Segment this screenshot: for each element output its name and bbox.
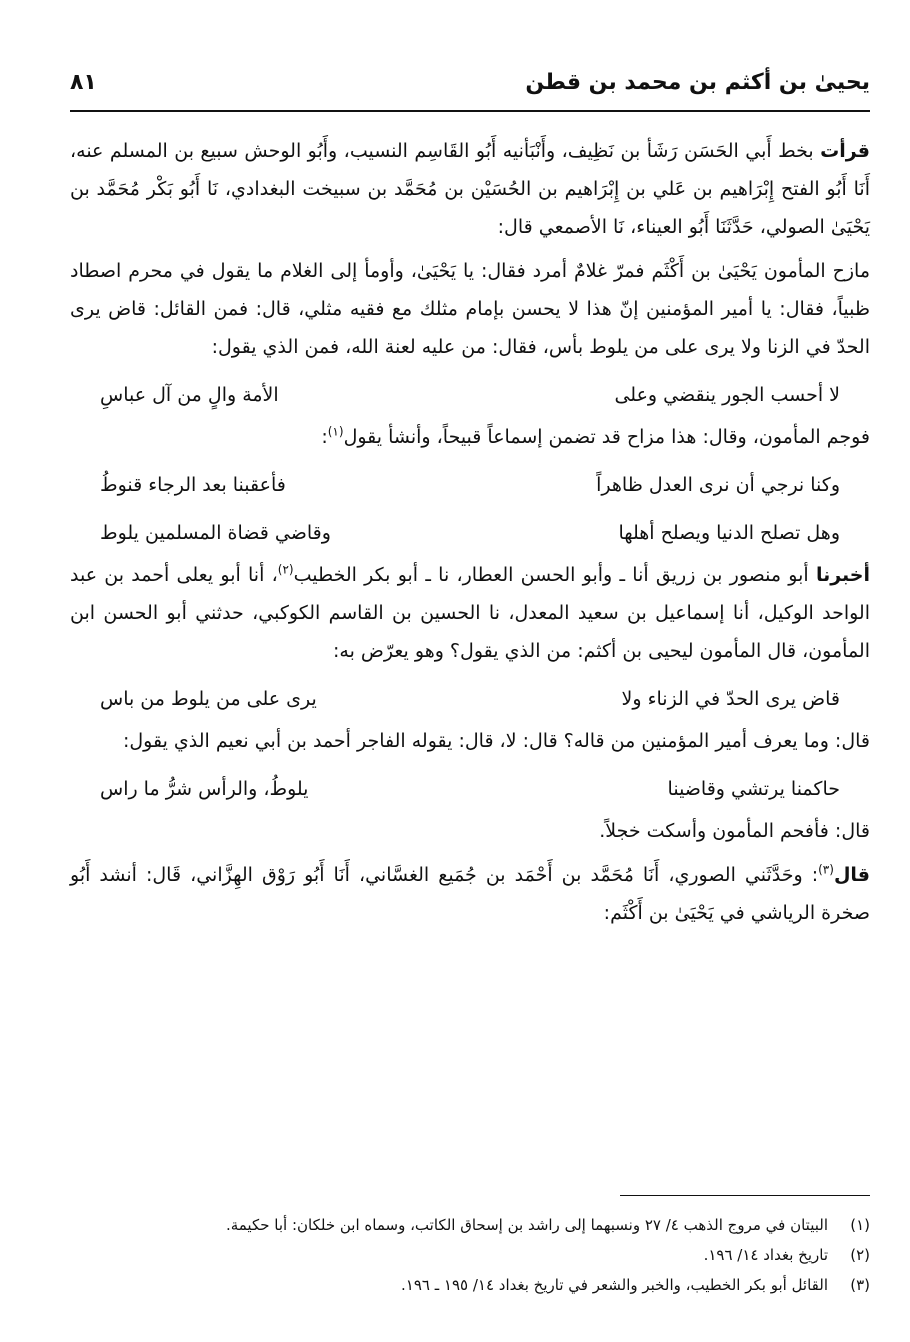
- footnote-number: (٣): [850, 1276, 870, 1294]
- footnote-text: تاريخ بغداد ١٤/ ١٩٦.: [703, 1246, 828, 1264]
- verse-hemistich-2: الأمة والٍ من آل عباسِ: [100, 384, 279, 406]
- book-page: [70, 60, 870, 1300]
- main-text: [70, 132, 870, 932]
- paragraph-text: فوجم المأمون، وقال: هذا مزاح قد تضمن إسماعاً قبيحاً، وأنشأ يقول: [343, 426, 870, 448]
- verse-hemistich-1: وكنا نرجي أن نرى العدل ظاهراً: [596, 474, 840, 496]
- footnote-2: [70, 1240, 870, 1270]
- footnote-number: (١): [850, 1216, 870, 1234]
- keyword: أخبرنا: [815, 564, 871, 586]
- paragraph-7: [70, 856, 870, 932]
- paragraph-5: قال: وما يعرف أمير المؤمنين من قاله؟ قال: لا، قال: يقوله الفاجر أحمد بن أبي نعيم الذي يقول:: [122, 730, 870, 752]
- verse-5: [100, 770, 840, 808]
- footnote-text: البيتان في مروج الذهب ٤/ ٢٧ ونسبهما إلى راشد بن إسحاق الكاتب، وسماه ابن خلكان: أبا حكيمة.: [225, 1216, 828, 1234]
- footnote-divider: [620, 1195, 870, 1196]
- running-title: يحيىٰ بن أكثم بن محمد بن قطن: [525, 70, 870, 95]
- paragraph-text: :: [321, 426, 328, 448]
- footnote-text: القائل أبو بكر الخطيب، والخبر والشعر في تاريخ بغداد ١٤/ ١٩٥ ـ ١٩٦.: [401, 1276, 828, 1294]
- keyword: قال: [833, 864, 870, 886]
- verse-2: [100, 466, 840, 504]
- footnote-1: [70, 1210, 870, 1240]
- verse-hemistich-2: يرى على من يلوط من باس: [100, 688, 317, 710]
- verse-3: [100, 514, 840, 552]
- verse-hemistich-2: وقاضي قضاة المسلمين يلوط: [100, 522, 331, 544]
- page-header: [70, 60, 870, 112]
- verse-hemistich-2: فأعقبنا بعد الرجاء قنوطُ: [100, 474, 286, 496]
- footnote-3: [70, 1270, 870, 1300]
- footnotes: [70, 1195, 870, 1300]
- paragraph-6: قال: فأفحم المأمون وأسكت خجلاً.: [599, 820, 870, 842]
- verse-4: [100, 680, 840, 718]
- paragraph-text: بخط أَبي الحَسَن رَشَأ بن نَظِيف، وأَنْبَأنيه أَبُو القَاسِم النسيب، وأَبُو الوحش سبيع بن المسلم عنه، أَنَا أَبُو الفتح إِبْرَاهيم بن عَلي بن إِبْرَاهيم بن الحُسَيْن بن مُحَمَّد بن سبيخت البغدادي، نَا أَبُو بَكْر مُحَمَّد بن يَحْيَىٰ الصولي، حَدَّثَنَا أَبُو العيناء، نَا الأصمعي قال:: [70, 140, 870, 238]
- verse-hemistich-1: قاض يرى الحدّ في الزناء ولا: [621, 688, 840, 710]
- paragraph-4: [70, 556, 870, 670]
- footnote-ref-1[interactable]: (١): [327, 424, 344, 439]
- verse-hemistich-1: لا أحسب الجور ينقضي وعلى: [614, 384, 840, 406]
- paragraph-3: [70, 418, 870, 456]
- paragraph-text: : وحَدَّثَني الصوري، أَنَا مُحَمَّد بن أَحْمَد بن جُمَيع الغسَّاني، أَنَا أَبُو رَوْق الهِزَّاني، قَال: أنشد أَبُو صخرة الرياشي في يَحْيَىٰ بن أَكْثَم:: [70, 864, 870, 924]
- footnote-number: (٢): [850, 1246, 870, 1264]
- paragraph-1: [70, 132, 870, 246]
- verse-1: [100, 376, 840, 414]
- paragraph-text: ، أنا أبو يعلى أحمد بن عبد الواحد الوكيل، أنا إسماعيل بن سعيد المعدل، نا الحسين بن القاسم الكوكبي، حدثني أبو الحسن ابن المأمون، قال المأمون ليحيى بن أكثم: من الذي يقول؟ وهو يعرّض به:: [70, 564, 870, 662]
- verse-hemistich-1: وهل تصلح الدنيا ويصلح أهلها: [618, 522, 840, 544]
- paragraph-text: أبو منصور بن زريق أنا ـ وأبو الحسن العطار، نا ـ أبو بكر الخطيب: [293, 564, 816, 586]
- footnote-ref-2[interactable]: (٢): [277, 562, 294, 577]
- page-number: ٨١: [70, 70, 97, 95]
- verse-hemistich-1: حاكمنا يرتشي وقاضينا: [667, 778, 840, 800]
- verse-hemistich-2: يلوطُ، والرأس شرُّ ما راس: [100, 778, 309, 800]
- paragraph-2: مازح المأمون يَحْيَىٰ بن أَكْثَم فمرّ غلامٌ أمرد فقال: يا يَحْيَىٰ، وأومأ إلى الغلام ما يقول في محرم اصطاد ظبياً، فقال: يا أمير المؤمنين إنّ هذا لا يحسن بإمام مثلك مع فقيه مثلي، قال: فمن القائل: قاض يرى الحدّ في الزنا ولا يرى على من يلوط بأس، فقال: من عليه لعنة الله، فمن الذي يقول:: [70, 260, 870, 358]
- footnote-ref-3[interactable]: (٣): [818, 862, 834, 877]
- keyword: قرأت: [820, 140, 870, 162]
